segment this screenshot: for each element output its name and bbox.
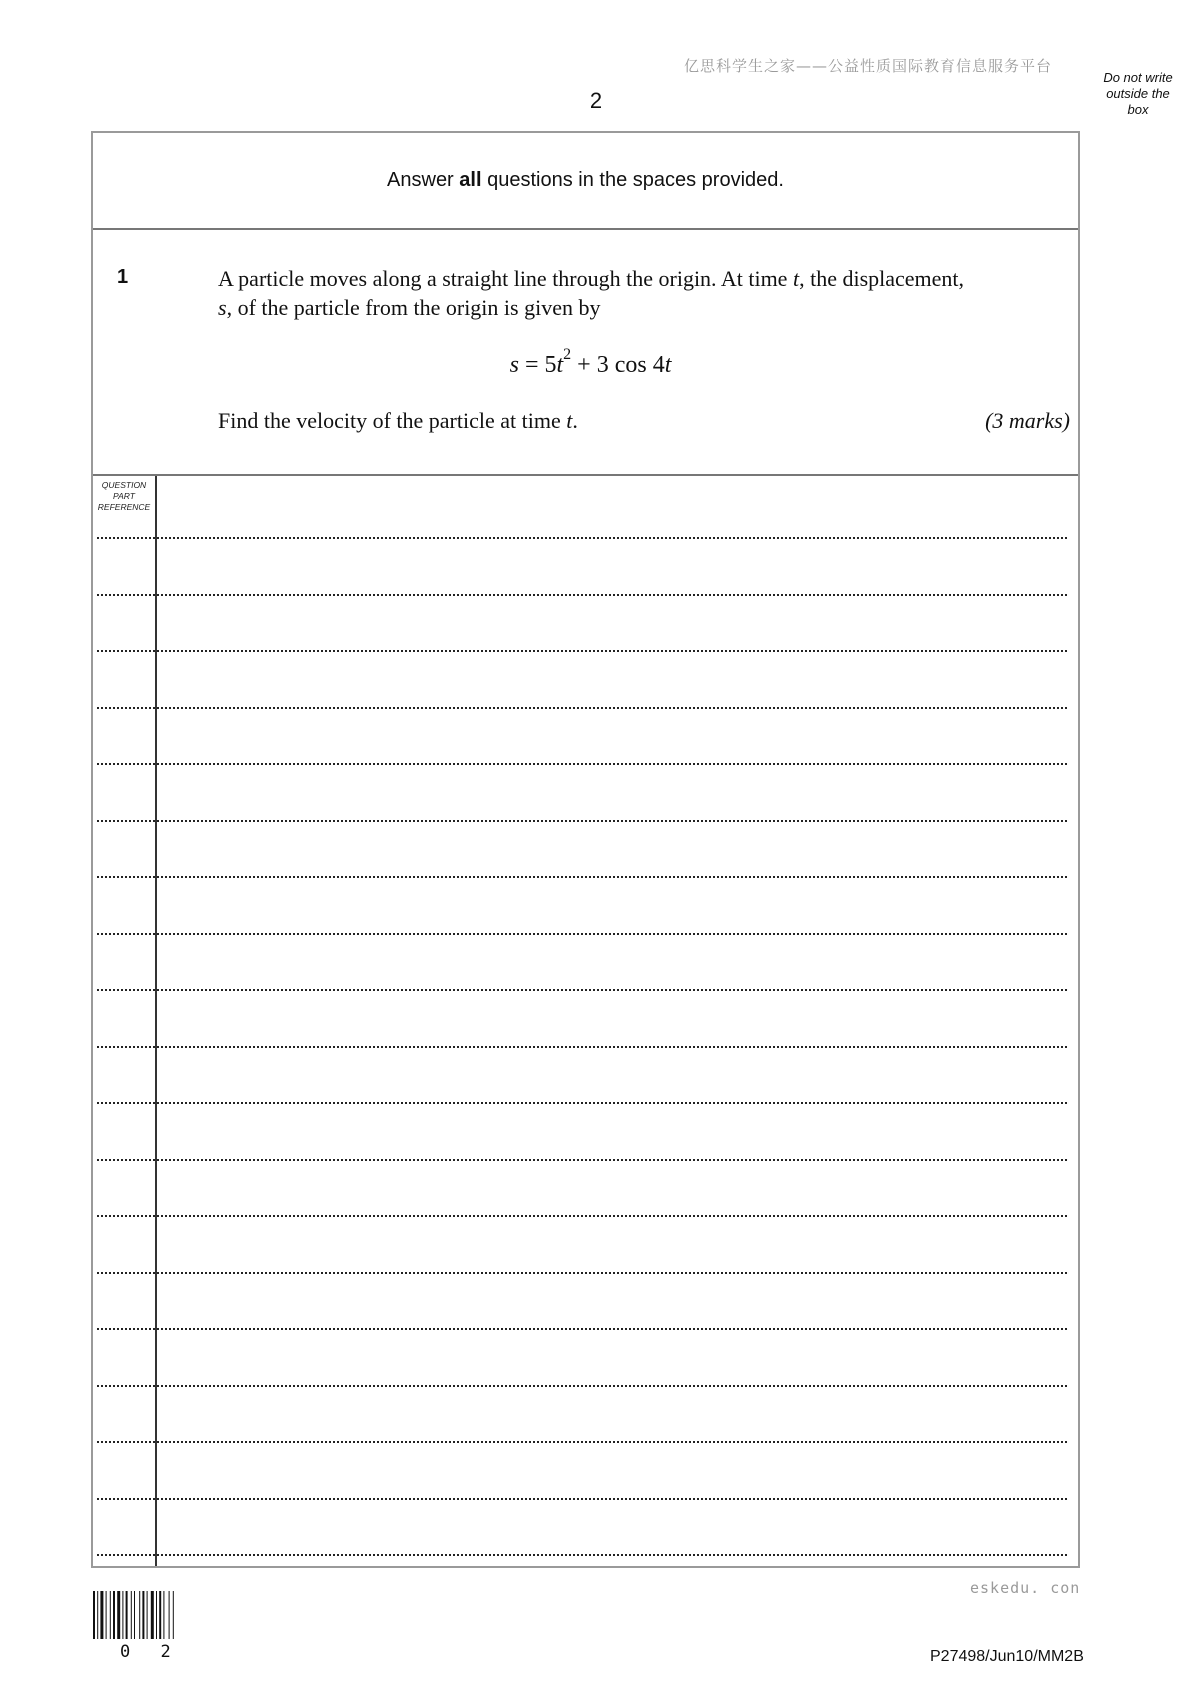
instruction-bold: all: [459, 169, 482, 191]
answer-line[interactable]: [97, 1385, 1067, 1387]
barcode-bar: [134, 1591, 135, 1639]
answer-line[interactable]: [97, 876, 1067, 878]
answer-line[interactable]: [97, 1498, 1067, 1500]
answer-line[interactable]: [97, 707, 1067, 709]
answer-line[interactable]: [97, 1272, 1067, 1274]
find-end: .: [572, 408, 578, 433]
answer-line[interactable]: [97, 1441, 1067, 1443]
instruction-row: [93, 133, 1078, 230]
barcode-bar: [131, 1591, 132, 1639]
equation-coef: = 5: [518, 352, 557, 378]
instruction-after: questions in the spaces provided.: [481, 169, 784, 191]
answer-line[interactable]: [97, 763, 1067, 765]
barcode-digits: 0 2: [120, 1642, 181, 1662]
question-text-part-3: , of the particle from the origin is given by: [226, 295, 601, 320]
instruction-before: Answer: [387, 169, 460, 191]
instruction-text: [387, 169, 784, 192]
barcode: [93, 1591, 193, 1639]
question-part-reference-label: QUESTION PART REFERENCE: [97, 480, 151, 512]
question-1: [93, 230, 1078, 476]
paper-reference: P27498/Jun10/MM2B: [930, 1648, 1084, 1665]
answer-line[interactable]: [97, 594, 1067, 596]
var-s: s: [218, 295, 227, 320]
marks-label: (3 marks): [985, 408, 1070, 433]
equation-cos-term: + 3 cos 4: [571, 352, 665, 378]
barcode-bar: [163, 1591, 164, 1639]
answer-line[interactable]: [97, 1159, 1067, 1161]
find-var: t: [566, 408, 573, 433]
answer-line[interactable]: [97, 650, 1067, 652]
barcode-bar: [106, 1591, 107, 1639]
answer-line[interactable]: [97, 1046, 1067, 1048]
barcode-bar: [100, 1591, 103, 1639]
equation-t2: t: [664, 352, 672, 378]
barcode-bar: [173, 1591, 174, 1639]
barcode-bar: [156, 1591, 157, 1639]
equation-lhs: s: [509, 352, 519, 378]
barcode-bar: [169, 1591, 170, 1639]
find-text: Find the velocity of the particle at time: [218, 408, 567, 433]
barcode-bar: [97, 1591, 98, 1639]
answer-area[interactable]: [93, 476, 1078, 1566]
margin-note: Do not write outside the box: [1103, 70, 1173, 117]
barcode-bar: [142, 1591, 144, 1639]
page-number: 2: [589, 88, 603, 113]
answer-line[interactable]: [97, 820, 1067, 822]
displacement-equation: [93, 346, 1078, 379]
footer-watermark: eskedu. con: [970, 1579, 1081, 1597]
barcode-bar: [126, 1591, 128, 1639]
barcode-bar: [117, 1591, 120, 1639]
question-text-part-1: A particle moves along a straight line through the origin. At time: [218, 266, 793, 291]
barcode-bar: [151, 1591, 154, 1639]
var-t: t: [792, 266, 800, 291]
answer-line[interactable]: [97, 1102, 1067, 1104]
equation-exponent: 2: [563, 346, 572, 363]
question-number: 1: [117, 266, 129, 288]
answer-box-frame: [91, 131, 1080, 1568]
question-text: [218, 264, 978, 322]
answer-line[interactable]: [97, 933, 1067, 935]
answer-line[interactable]: [97, 1554, 1067, 1556]
question-part-reference-column: [93, 476, 157, 1566]
barcode-bar: [113, 1591, 115, 1639]
find-instruction: [218, 408, 578, 434]
equation-t1: t: [556, 352, 564, 378]
barcode-bar: [139, 1591, 140, 1639]
answer-line[interactable]: [97, 989, 1067, 991]
header-watermark: 亿思科学生之家——公益性质国际教育信息服务平台: [684, 57, 1053, 75]
barcode-bar: [93, 1591, 95, 1639]
barcode-bar: [159, 1591, 161, 1639]
answer-line[interactable]: [97, 537, 1067, 539]
answer-line[interactable]: [97, 1215, 1067, 1217]
barcode-bar: [122, 1591, 123, 1639]
barcode-bar: [147, 1591, 148, 1639]
answer-line[interactable]: [97, 1328, 1067, 1330]
question-text-part-2: , the displacement,: [799, 266, 965, 291]
barcode-bar: [110, 1591, 111, 1639]
